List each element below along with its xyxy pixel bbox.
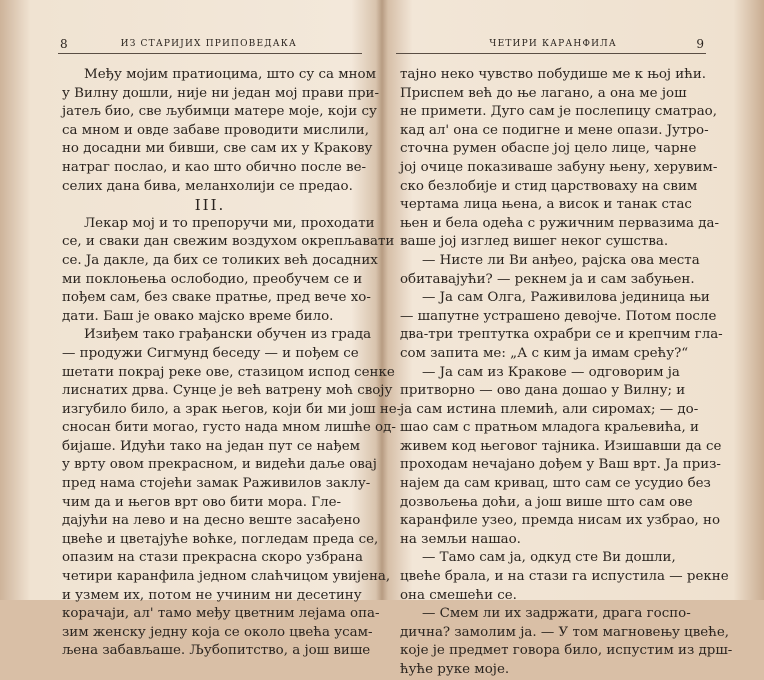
text-line: лиснатих дрва. Сунце је већ ватрену моћ своју [62,383,393,399]
text-line: у Вилну дошли, није ни један мој прави при- [62,85,379,101]
text-line: опазим на стази прекрасна скоро узбрана [62,550,363,566]
text-line: корачаји, ал' тамо међу цветним лејама опа- [62,606,380,622]
text-line: сточна румен обаспе јој цело лице, чарне [400,141,697,157]
text-line: натраг послао, и као што обично после ве- [62,159,367,175]
text-line: — Смем ли их задржати, драга госпо- [422,606,691,622]
right-text-block [400,66,733,680]
text-line: дајући на лево и на десно веште засађено [62,513,361,529]
text-line: се. Ја дакле, да бих се толиких већ досадних [62,252,378,268]
text-line: цвеће брала, и на стази га испустила — рекне [400,569,729,585]
text-line: Међу мојим пратиоцима, што су са мном [84,67,377,82]
text-line: ја сам истина племић, али сиромах; — до- [400,401,699,417]
text-line: шетати покрај реке ове, стазицом испод сенке [62,364,395,380]
right-running-title: ЧЕТИРИ КАРАНФИЛА [489,39,617,49]
text-line: пред нама стојећи замак Раживилов заклу- [62,476,371,492]
text-line: јој очице показиваше забуну њену, херувим- [400,159,718,175]
text-line: дати. Баш је овако мајско време било. [62,308,334,324]
text-line: Приспем већ до ње лагано, а она ме још [400,85,687,101]
text-line: тајно неко чувство побудише ме к њој ићи. [400,67,707,82]
text-line: сом запита ме: „А с ким ја имам срећу?“ [400,345,689,361]
left-running-title: ИЗ СТАРИЈИХ ПРИПОВЕДАКА [120,39,297,49]
text-line: чим да и његов врт ово бити мора. Гле- [62,494,342,510]
text-line: Изиђем тако грађански обучен из града [84,327,372,343]
left-page-number: 8 [60,37,68,51]
text-line: два-три трептутка охрабри се и крепчим гла- [400,327,723,343]
text-line: цвеће и цветајуће воћке, погледам преда се, [62,531,379,547]
text-line: живем код његовог тајника. Изишавши да се [400,438,722,454]
text-line: се, и сваки дан свежим воздухом окрепљавати [62,234,395,250]
text-line: пођем сам, без свакe пратње, пред вече хо- [62,290,371,306]
text-line: изгубило било, а зрак његов, који би ми још не- [62,401,402,417]
text-line: обитавајући? — рекнем ја и сам забуњен. [400,271,695,287]
left-header-rule [58,53,362,54]
text-line: притворно — ово дана дошао у Вилну; и [400,383,686,399]
text-line: каранфиле узео, премда нисам их узбрао, но [400,513,721,529]
text-line: Лекар мој и то препоручи ми, проходати [84,215,375,231]
text-line: — Ја сам из Кракове — одговорим ја [422,364,680,380]
text-line: шао сам с пратњом младога краљевића, и [400,420,699,436]
left-text-block [62,66,402,661]
text-line: сносан бити могао, густо нада мном лишће од- [62,420,396,436]
text-line: дозвољења доћи, а још више што сам ове [400,494,693,510]
left-running-head [60,37,362,51]
text-line: — Тамо сам ја, одкуд сте Ви дошли, [422,550,676,566]
text-line: чертама лица њена, а висок и танак стас [400,197,692,213]
text-line: не примети. Дуго сам је послепицу смaтрао, [400,104,717,120]
text-line: дична? замолим ја. — У том магновењу цвеће, [400,624,730,640]
text-line: кад ал' она се подигне и мене опази. Јутро- [400,122,709,138]
text-line: ваше јој изглед вишег неког сушства. [400,234,669,250]
section-heading: III. [194,196,226,215]
text-line: на земљи нашао. [400,531,521,547]
text-line: зим женску једну која се около цвећа усам- [62,624,373,640]
text-line: ми поклоњења ослободио, преобучем се и [62,271,363,287]
text-line: љена забављаше. Љубопитство, а још више [62,643,371,659]
text-line: — шапутне устрашено девојче. Потом после [400,308,717,324]
right-header-rule [396,53,706,54]
text-line: са мном и овде забаве проводити мислили, [62,122,369,138]
right-page [382,0,764,677]
text-line: — продужи Сигмунд беседу — и пођем се [62,345,359,361]
text-line: но досадни ми бивши, све сам их у Кракову [62,141,373,157]
text-line: она смешећи се. [400,587,517,603]
text-line: четири каранфила једном слаћчицом увијена, [62,569,391,585]
text-line: — Ја сам Олга, Раживилова јединица њи [422,290,710,306]
text-line: које је предмет говора било, испустим из дрш- [400,643,733,659]
right-running-head [398,37,704,51]
text-line: најем да сам кривац, што сам се усудио без [400,476,711,492]
text-line: ско безлобије и стид царствоваху на свим [400,178,698,194]
text-line: њен и бела одећа с ружичним первазима да- [400,215,720,231]
text-line: јатељ био, све љубимци матере моје, који су [62,104,377,120]
text-line: у врту овом прекрасном, и видећи даље овај [62,457,377,473]
text-line: селих дана бива, меланхолији се предао. [62,178,353,194]
text-line: проходам нечајано дођем у Ваш врт. Ја приз- [400,457,721,473]
text-line: бијаше. Идући тако на један пут се нађем [62,438,361,454]
text-line: ћуће руке моје. [400,662,510,677]
right-page-number: 9 [696,37,704,51]
text-line: и узмем их, потом не учиним ни десетину [62,587,362,603]
text-line: — Нисте ли Ви анђео, рајска ова места [422,252,700,268]
